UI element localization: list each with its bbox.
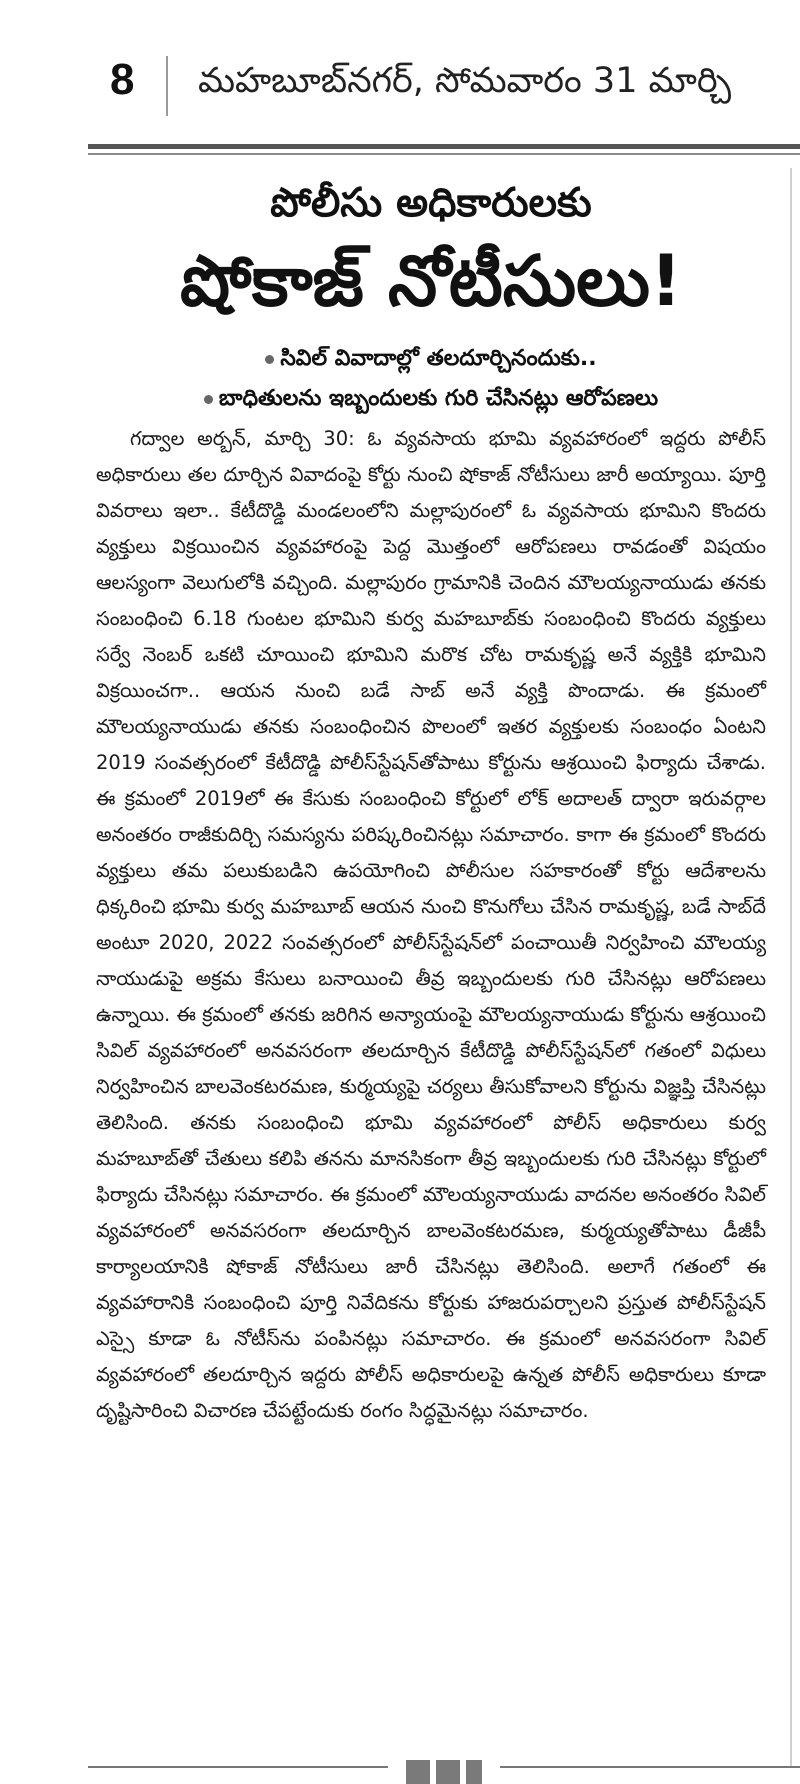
page-number: 8 (110, 55, 135, 104)
footer-rule-right (500, 1766, 800, 1768)
subheading-item (96, 339, 766, 379)
footer-ornament (88, 1752, 800, 1784)
footer-rule-left (88, 1766, 388, 1768)
bullet-icon (265, 355, 274, 364)
footer-divider-block (406, 1760, 482, 1784)
subheading-item (96, 379, 766, 419)
bullet-icon (204, 395, 213, 404)
masthead (0, 0, 800, 140)
subheading-text: సివిల్ వివాదాల్లో తలదూర్చినందుకు.. (280, 346, 597, 371)
news-article (96, 175, 766, 1429)
masthead-divider (166, 56, 168, 116)
header-rule-thin (88, 153, 800, 155)
subheading-text: బాధితులను ఇబ్బందులకు గురి చేసినట్లు ఆరోపణలు (218, 386, 659, 411)
headline-main: షోకాజ్ నోటీసులు! (180, 240, 682, 322)
headline-kicker: పోలీసు అధికారులకు (270, 180, 592, 226)
subheading-list (96, 339, 766, 419)
dateline: మహబూబ్‌నగర్, సోమవారం 31 మార్చి (198, 61, 732, 101)
article-body: గద్వాల అర్బన్, మార్చి 30: ఓ వ్యవసాయ భూమి వ్యవహారంలో ఇద్దరు పోలీస్ అధికారులు తల దూర్చిన వివాదంపై కోర్టు నుంచి షోకాజ్ నోటీసులు జారీ అయ్యాయి. పూర్తి వివరాలు ఇలా.. కేటీదొడ్డి మండలంలోని మల్లాపురంలో ఓ వ్యవసాయ భూమిని కొందరు వ్యక్తులు విక్రయించిన వ్యవహారంపై పెద్ద మొత్తంలో ఆరోపణలు రావడంతో విషయం ఆలస్యంగా వెలుగులోకి వచ్చింది. మల్లాపురం గ్రామానికి చెందిన మౌలయ్యనాయుడు తనకు సంబంధించి 6.18 గుంటల భూమిని కుర్వ మహబూబ్‌కు సంబంధించి కొందరు వ్యక్తులు సర్వే నెంబర్ ఒకటి చూయించి భూమిని మరొక చోట రామకృష్ణ అనే వ్యక్తికి భూమిని విక్రయించగా.. ఆయన నుంచి బడే సాబ్ అనే వ్యక్తి పొందాడు. ఈ క్రమంలో మౌలయ్యనాయుడు తనకు సంబంధించిన పొలంలో ఇతర వ్యక్తులకు సంబంధం ఏంటని 2019 సంవత్సరంలో కేటీదొడ్డి పోలీస్‌స్టేషన్‌తోపాటు కోర్టును ఆశ్రయించి ఫిర్యాదు చేశాడు. ఈ క్రమంలో 2019లో ఈ కేసుకు సంబంధించి కోర్టులో లోక్ అదాలత్ ద్వారా ఇరువర్గాల అనంతరం రాజీకుదిర్చి సమస్యను పరిష్కరించినట్లు సమాచారం. కాగా ఈ క్రమంలో కొందరు వ్యక్తులు తమ పలుకుబడిని ఉపయోగించి పోలీసుల సహకారంతో కోర్టు ఆదేశాలను ధిక్కరించి భూమి కుర్వ మహబూబ్ ఆయన నుంచి కొనుగోలు చేసిన రామకృష్ణ, బడే సాబ్‌దే అంటూ 2020, 2022 సంవత్సరంలో పోలీస్‌స్టేషన్‌లో పంచాయితీ నిర్వహించి మౌలయ్య నాయుడుపై అక్రమ కేసులు బనాయించి తీవ్ర ఇబ్బందులకు గురి చేసినట్లు ఆరోపణలు ఉన్నాయి. ఈ క్రమంలో తనకు జరిగిన అన్యాయంపై మౌలయ్యనాయుడు కోర్టును ఆశ్రయించి సివిల్ వ్యవహారంలో అనవసరంగా తలదూర్చిన కేటీదొడ్డి పోలీస్‌స్టేషన్‌లో గతంలో విధులు నిర్వహించిన బాలవెంకటరమణ, కుర్మయ్యపై చర్యలు తీసుకోవాలని కోర్టును విజ్ఞప్తి చేసినట్లు తెలిసింది. తనకు సంబంధించి భూమి వ్యవహారంలో పోలీస్ అధికారులు కుర్వ మహబూబ్‌తో చేతులు కలిపి తనను మానసికంగా తీవ్ర ఇబ్బందులకు గురి చేసినట్లు కోర్టులో ఫిర్యాదు చేసినట్లు సమాచారం. ఈ క్రమంలో మౌలయ్యనాయుడు వాదనల అనంతరం సివిల్ వ్యవహారంలో అనవసరంగా తలదూర్చిన బాలవెంకటరమణ, కుర్మయ్యతోపాటు డీజీపీ కార్యాలయానికి షోకాజ్ నోటీసులు జారీ చేసినట్లు తెలిసింది. అలాగే గతంలో ఈ వ్యవహారానికి సంబంధించి పూర్తి నివేదికను కోర్టుకు హాజరుపర్చాలని ప్రస్తుత పోలీస్‌స్టేషన్ ఎస్సై కూడా ఓ నోటీస్‌ను పంపినట్లు సమాచారం. ఈ క్రమంలో అనవసరంగా సివిల్ వ్యవహారంలో తలదూర్చిన ఇద్దరు పోలీస్ అధికారులపై ఉన్నత పోలీస్ అధికారులు కూడా దృష్టిసారించి విచారణ చేపట్టేందుకు రంగం సిద్ధమైనట్లు సమాచారం. (96, 427, 766, 1422)
column-divider (790, 168, 792, 1768)
header-rule-thick (88, 144, 800, 149)
